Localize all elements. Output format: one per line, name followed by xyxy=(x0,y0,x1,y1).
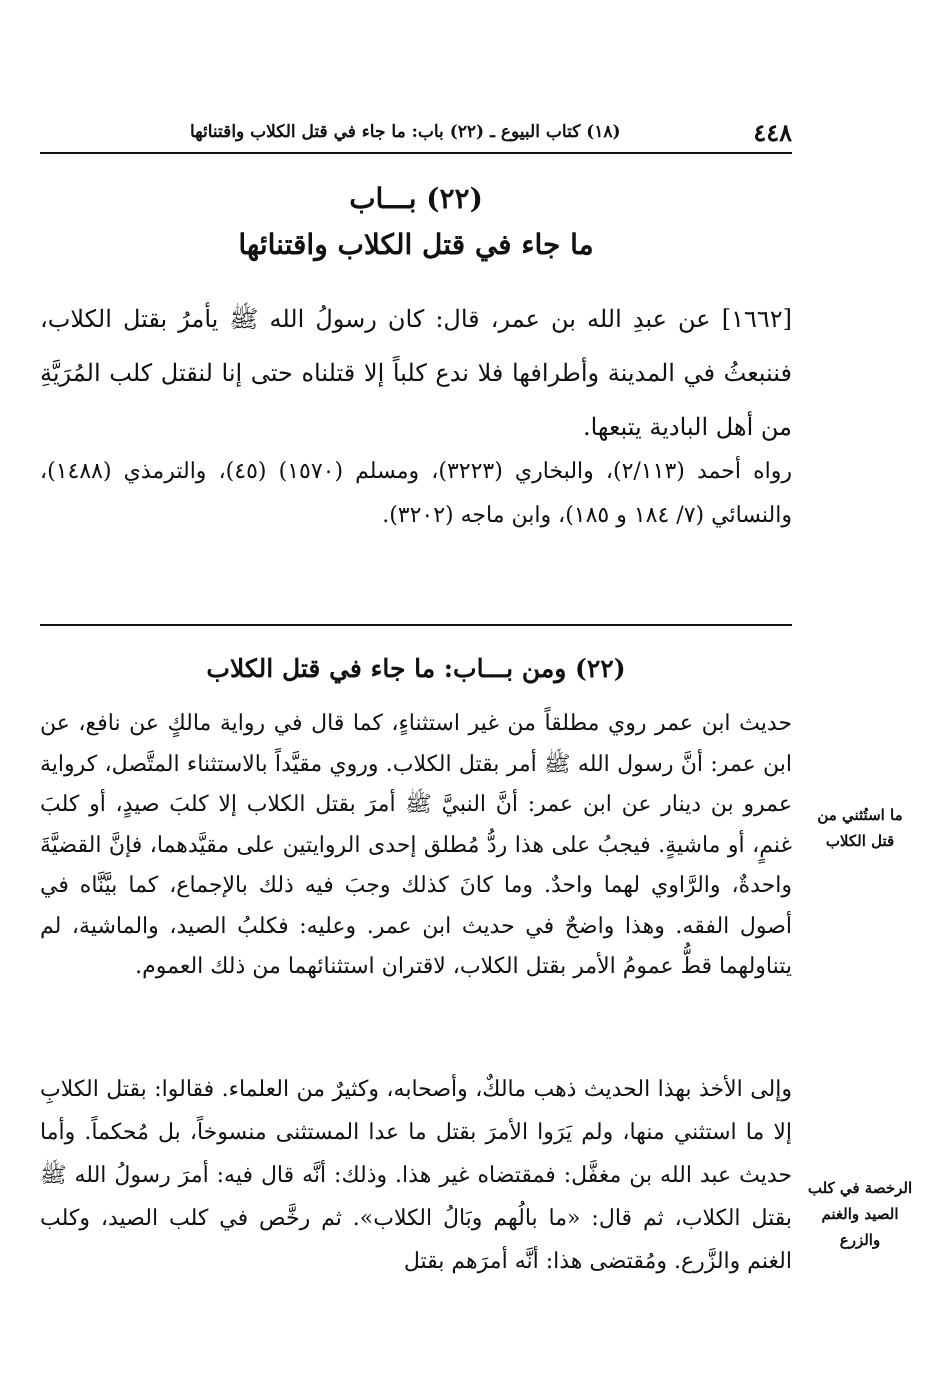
commentary-paragraph-1: حديث ابن عمر روي مطلقاً من غير استثناءٍ، كما قال في رواية مالكٍ عن نافع، عن ابن عمر: أنَّ رسول الله ﷺ أمر بقتل الكلاب. وروي مقيَّداً بالاستثناء المتَّصل، كرواية عمرو بن دينار عن ابن عمر: أنَّ النبيَّ ﷺ أمرَ بقتل الكلاب إلا كلبَ صيدٍ، أو كلبَ غنمٍ، أو ماشيةٍ. فيجبُ على هذا ردُّ مُطلق إحدى الروايتين على مقيَّدهما، فإنَّ القضيَّةَ واحدةٌ، والرَّاوي لهما واحدٌ. وما كانَ كذلك وجبَ فيه ذلك بالإجماع، كما بيَّنَّاه في أصول الفقه. وهذا واضحٌ في حديث ابن عمر. وعليه: فكلبُ الصيد، والماشية، لم يتناولهما قطُّ عمومُ الأمر بقتل الكلاب، لاقتران استثنائهما من ذلك العموم. xyxy=(40,711,792,979)
commentary-title: (٢٢) ومن بـــاب: ما جاء في قتل الكلاب xyxy=(206,654,626,683)
margin-note-permission: الرخصة في كلب الصيد والغنم والزرع xyxy=(807,1179,913,1249)
page-number: ٤٤٨ xyxy=(753,118,792,147)
running-header xyxy=(40,118,792,154)
margin-note-exception: ما استُثني من قتل الكلاب xyxy=(817,806,903,850)
chapter-number: (٢٢) بـــاب xyxy=(349,182,483,215)
takhrij-text: رواه أحمد (٢/١١٣)، والبخاري (٣٢٢٣)، ومسلم (١٥٧٠) (٤٥)، والترمذي (١٤٨٨)، والنسائي (٧/ ١٨٤ و ١٨٥)، وابن ماجه (٣٢٠٢). xyxy=(40,459,792,528)
running-title: (١٨) كتاب البيوع ـ (٢٢) باب: ما جاء في قتل الكلاب واقتنائها xyxy=(190,122,621,142)
hadith-text: [١٦٦٢] عن عبدِ الله بن عمر، قال: كان رسولُ الله ﷺ يأمرُ بقتل الكلاب، فننبعثُ في المدينة وأطرافها فلا ندع كلباً إلا قتلناه حتى إنا لنقتل كلب المُرَيَّةِ من أهل البادية يتبعها. xyxy=(40,305,792,441)
section-divider xyxy=(40,624,792,626)
commentary-paragraph-2: وإلى الأخذ بهذا الحديث ذهب مالكٌ، وأصحابه، وكثيرٌ من العلماء. فقالوا: بقتل الكلابِ إلا ما استثني منها، ولم يَرَوا الأمرَ بقتل ما عدا المستثنى منسوخاً، بل مُحكماً. وأما حديث عبد الله بن مغفَّل: فمقتضاه غير هذا. وذلك: أنَّه قال فيه: أمرَ رسولُ الله ﷺ بقتل الكلاب، ثم قال: «ما بالُهم وبَالُ الكلاب». ثم رخَّص في كلب الصيد، وكلب الغنم والزَّرع. ومُقتضى هذا: أنَّه أمرَهم بقتل xyxy=(40,1077,792,1274)
chapter-title: ما جاء في قتل الكلاب واقتنائها xyxy=(238,228,594,261)
